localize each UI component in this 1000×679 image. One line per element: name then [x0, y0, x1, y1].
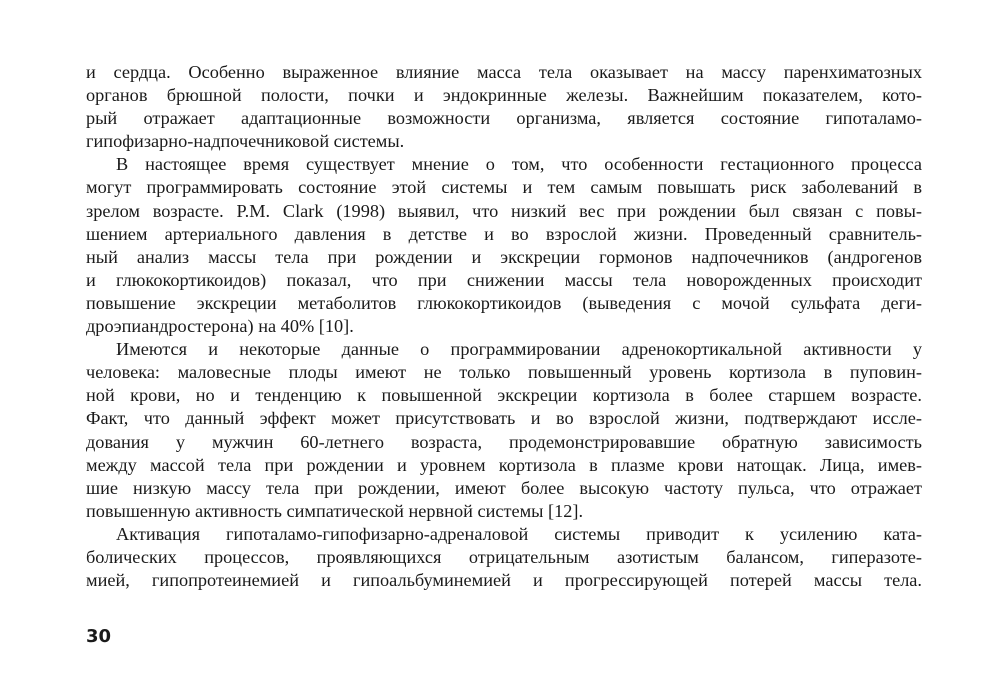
text-line: между массой тела при рождении и уровнем кортизола в плазме крови натощак. Лица, имев- — [86, 454, 922, 475]
text-line: Имеются и некоторые данные о программировании адренокортикальной активности у — [116, 339, 922, 360]
text-line: В настоящее время существует мнение о том, что особенности гестационного процесса — [116, 154, 922, 175]
text-line: шением артериального давления в детстве и во взрослой жизни. Проведенный сравнитель- — [86, 223, 922, 244]
text-line: повышение экскреции метаболитов глюкокортикоидов (выведения с мочой сульфата деги- — [86, 292, 922, 313]
text-line: рый отражает адаптационные возможности организма, является состояние гипоталамо- — [86, 108, 922, 129]
text-line: ный анализ массы тела при рождении и экскреции гормонов надпочечников (андрогенов — [86, 246, 922, 267]
text-line: ной крови, но и тенденцию к повышенной экскреции кортизола в более старшем возрасте. — [86, 385, 922, 406]
text-line: шие низкую массу тела при рождении, имеют более высокую частоту пульса, что отражает — [86, 477, 922, 498]
text-line: органов брюшной полости, почки и эндокринные железы. Важнейшим показателем, кото- — [86, 85, 922, 106]
text-line: могут программировать состояние этой системы и тем самым повышать риск заболеваний в — [86, 177, 922, 198]
text-line: и сердца. Особенно выраженное влияние масса тела оказывает на массу паренхиматозных — [86, 62, 922, 82]
text-line: повышенную активность симпатической нервной системы [12]. — [86, 500, 584, 521]
text-line: дования у мужчин 60-летнего возраста, продемонстрировавшие обратную зависимость — [86, 431, 922, 452]
text-line: болических процессов, проявляющихся отрицательным азотистым балансом, гиперазоте- — [86, 546, 922, 567]
paragraph-3 — [86, 338, 922, 523]
paragraph-1 — [86, 61, 922, 153]
paragraph-2 — [86, 153, 922, 338]
text-line: Активация гипоталамо-гипофизарно-адреналовой системы приводит к усилению ката- — [116, 523, 922, 544]
body-text — [86, 61, 922, 592]
text-line: дроэпиандростерона) на 40% [10]. — [86, 316, 354, 337]
page-number: 30 — [86, 626, 112, 647]
text-line: зрелом возрасте. P.M. Clark (1998) выявил, что низкий вес при рождении был связан с повы- — [86, 200, 922, 221]
text-line: Факт, что данный эффект может присутствовать и во взрослой жизни, подтверждают иссле- — [86, 408, 922, 429]
paragraph-4 — [86, 523, 922, 592]
text-line: мией, гипопротеинемией и гипоальбуминемией и прогрессирующей потерей массы тела. — [86, 570, 922, 591]
text-line: гипофизарно-надпочечниковой системы. — [86, 131, 405, 152]
text-line: человека: маловесные плоды имеют не только повышенный уровень кортизола в пуповин- — [86, 362, 922, 383]
text-line: и глюкокортикоидов) показал, что при снижении массы тела новорожденных происходит — [86, 269, 922, 290]
